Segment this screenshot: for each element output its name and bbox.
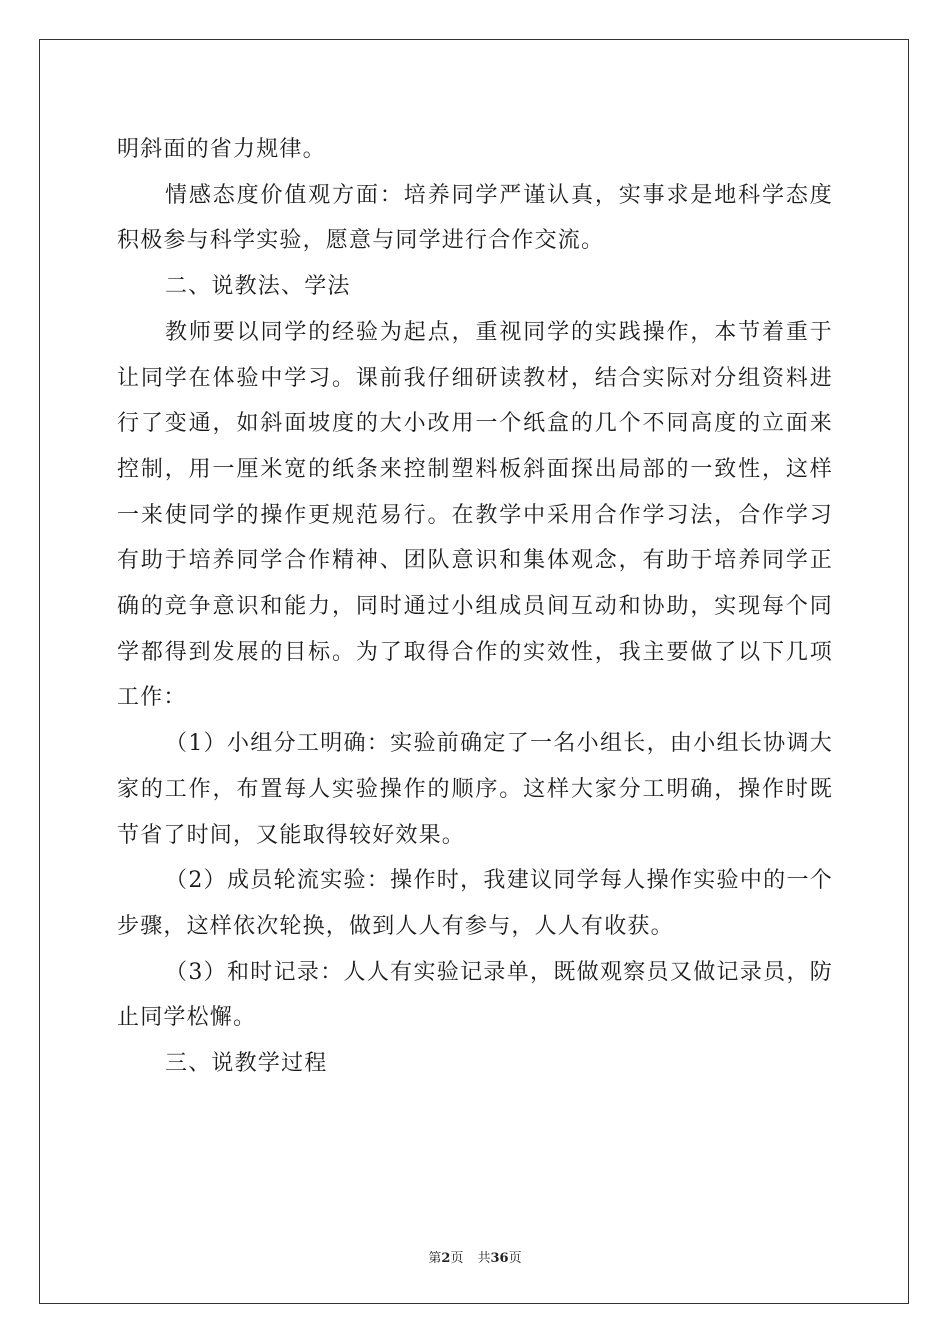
document-body bbox=[117, 127, 833, 1087]
list-item: （2）成员轮流实验：操作时，我建议同学每人操作实验中的一个步骤，这样依次轮换，做到人人有参与，人人有收获。 bbox=[117, 868, 833, 939]
paragraph: 教师要以同学的经验为起点，重视同学的实践操作，本节着重于让同学在体验中学习。课前我仔细研读教材，结合实际对分组资料进行了变通，如斜面坡度的大小改用一个纸盒的几个不同高度的立面来控制，用一厘米宽的纸条来控制塑料板斜面探出局部的一致性，这样一来使同学的操作更规范易行。在教学中采用合作学习法，合作学习有助于培养同学合作精神、团队意识和集体观念，有助于培养同学正确的竞争意识和能力，同时通过小组成员间互动和协助，实现每个同学都得到发展的目标。为了取得合作的实效性，我主要做了以下几项工作： bbox=[117, 319, 833, 711]
paragraph: 情感态度价值观方面：培养同学严谨认真，实事求是地科学态度积极参与科学实验，愿意与同学进行合作交流。 bbox=[117, 182, 833, 254]
section-heading: 三、说教学过程 bbox=[165, 1051, 328, 1077]
list-item: （3）和时记录：人人有实验记录单，既做观察员又做记录员，防止同学松懈。 bbox=[117, 959, 833, 1031]
list-item: （1）小组分工明确：实验前确定了一名小组长，由小组长协调大家的工作，布置每人实验操作的顺序。这样大家分工明确，操作时既节省了时间，又能取得较好效果。 bbox=[117, 731, 833, 848]
page-footer bbox=[0, 1247, 950, 1266]
section-heading: 二、说教法、学法 bbox=[165, 274, 351, 300]
page-total: 共36页 bbox=[477, 1251, 522, 1266]
page-number: 第2页 bbox=[428, 1251, 464, 1266]
paragraph: 明斜面的省力规律。 bbox=[117, 137, 326, 162]
